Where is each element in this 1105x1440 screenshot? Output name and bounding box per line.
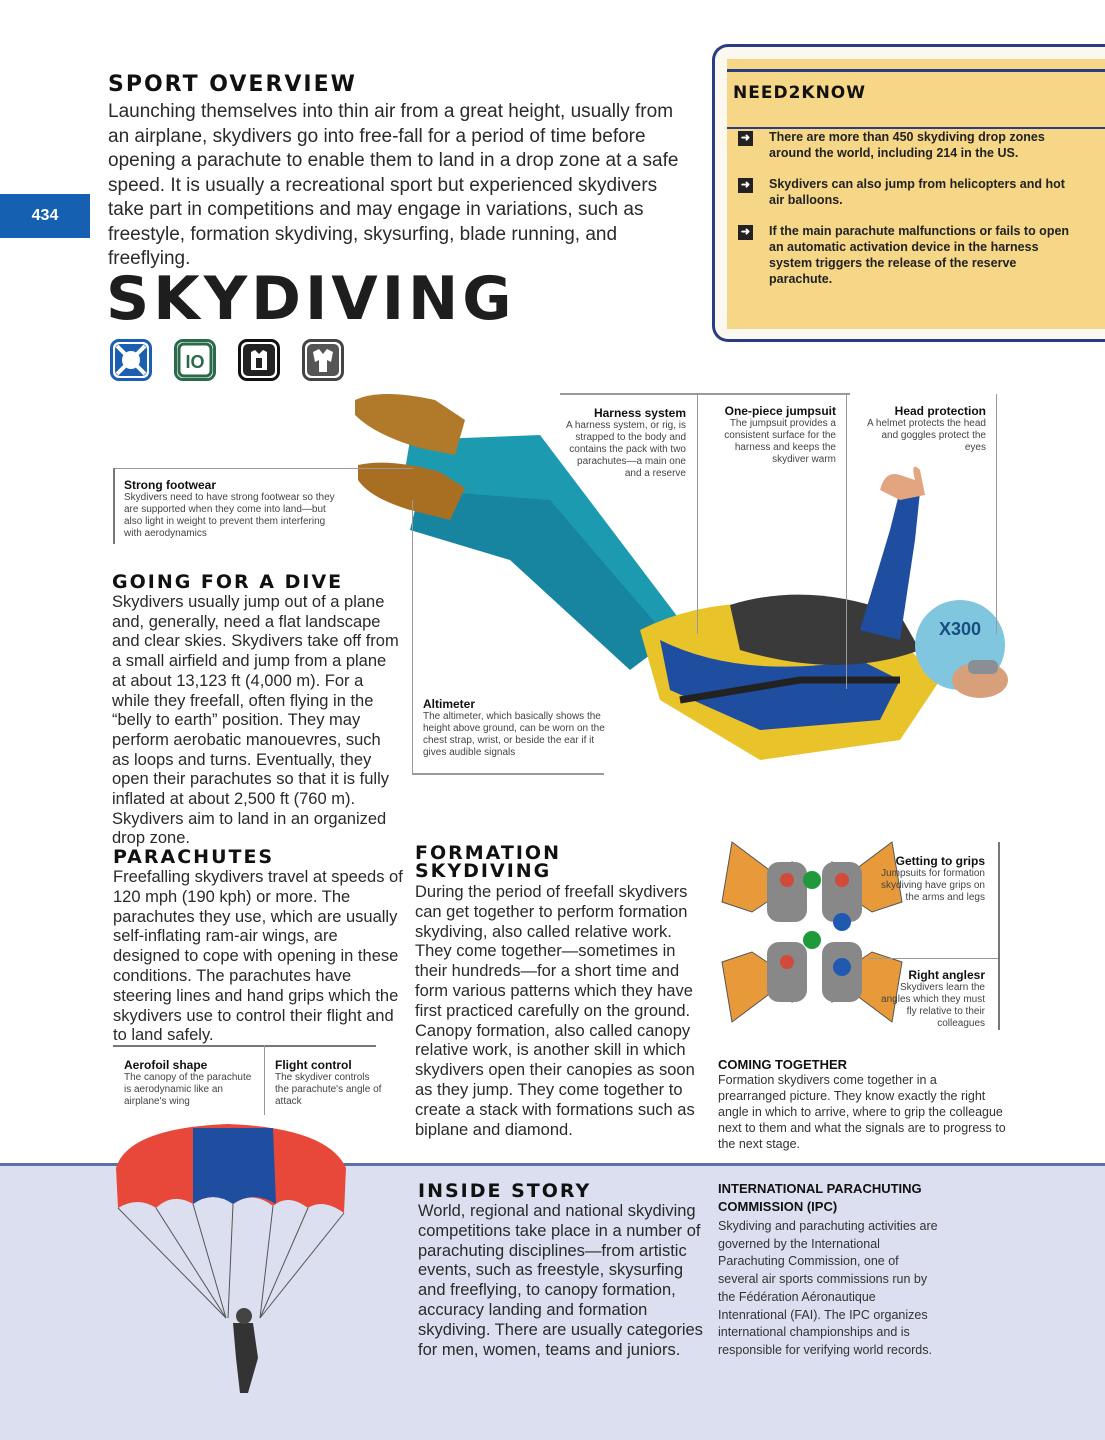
angles-callout-line [868,958,998,959]
head-callout-text: A helmet protects the head and goggles protect the eyes [867,418,986,453]
arrow-right-icon: ➜ [738,131,753,146]
need2know-item: ➜ If the main parachute malfunctions or fails to open an automatic activation device in the harness system triggers the release of the reserve parachute. [733,223,1083,287]
coming-together-text: Formation skydivers come together in a prearranged picture. They know exactly the right angle in which to arrive, where to grip the colleague next to them and what the signals are to progress to the next stage. [718,1073,1006,1151]
flight-callout [275,1058,385,1108]
suit-icon [238,339,280,381]
altimeter-callout-title: Altimeter [423,697,476,711]
jumpsuit-icon [302,339,344,381]
jumpsuit-callout [712,404,836,466]
angles-callout-text: Skydivers learn the angles which they must fly relative to their colleagues [881,982,985,1029]
aerofoil-callout-text: The canopy of the parachute is aerodynamic like an airplane's wing [124,1072,252,1107]
grips-callout [880,854,985,904]
coming-together [718,1057,1008,1152]
head-callout-line [996,394,997,634]
footwear-callout-text: Skydivers need to have strong footwear so they are supported when they come into land—but also light in weight to prevent them interfering with aerodynamics [124,492,335,539]
ipc-heading: INTERNATIONAL PARACHUTING COMMISSION (IPC) [718,1181,922,1214]
page-title: SKYDIVING [106,264,516,334]
harness-callout-line [697,394,698,634]
footwear-callout-line [113,468,413,469]
formation-text: During the period of freefall skydivers can get together to perform formation skydiving, also called relative work. They come together—sometimes in their hundreds—for a short time and form various patterns which they have first practiced carefully on the ground. Canopy formation, also called canopy relative work, is another skill in which skydivers open their canopies as soon as they jump. They come together to create a stack with formations such as biplane and diamond. [415,883,695,1139]
ipc-box [718,1180,938,1360]
flight-callout-title: Flight control [275,1058,352,1072]
indoor-icon [174,339,216,381]
parachute-callout-rule [113,1045,376,1047]
formation-heading [415,844,561,880]
footwear-callout-bar [113,468,115,544]
need2know-item: ➜ Skydivers can also jump from helicopters and hot air balloons. [733,176,1083,208]
head-callout-title: Head protection [894,404,986,418]
grips-callout-title: Getting to grips [895,854,985,868]
parachute-callout-divider [264,1045,265,1115]
grips-callout-bar [998,842,1000,1030]
need2know-list [733,129,1083,302]
need2know-box [712,44,1105,342]
parachute-illustration [108,1118,358,1398]
sport-overview-heading: SPORT OVERVIEW [108,72,357,97]
aerofoil-callout [124,1058,254,1108]
skydiving-discipline-icon [110,339,152,381]
going-for-dive-heading: GOING FOR A DIVE [112,571,344,593]
inside-story-text: World, regional and national skydiving competitions take place in a number of parachuting disciplines—from artistic events, such as freestyle, skysurfing and freeflying, to canopy formation, accuracy landing and formation skydiving. There are usually categories for men, women, teams and juniors. [418,1202,703,1359]
formation-heading-line-1: FORMATION [415,842,561,864]
parachutes-heading: PARACHUTES [113,846,275,868]
angles-callout [880,968,985,1030]
altimeter-callout-text: The altimeter, which basically shows the height above ground, can be worn on the chest strap, wrist, or beside the ear if it gives audible signals [423,711,605,758]
jumpsuit-callout-text: The jumpsuit provides a consistent surface for the harness and keeps the skydiver warm [724,418,836,465]
svg-text:IO: IO [185,352,205,372]
flight-callout-text: The skydiver controls the parachute's angle of attack [275,1072,382,1107]
coming-together-heading: COMING TOGETHER [718,1057,848,1072]
footwear-callout [124,478,339,540]
harness-callout-text: A harness system, or rig, is strapped to the body and contains the pack with two parachutes—a main one and a reserve [565,420,686,479]
sport-overview-text: Launching themselves into thin air from a great height, usually from an airplane, skydivers go into free-fall for a period of time before opening a parachute to enable them to land in a drop zone at a safe speed. It is usually a recreational sport but experienced skydivers take part in competitions and may engage in variations, such as freestyle, formation skydiving, skysurfing, blade running, and freeflying. [108,101,679,269]
altimeter-callout-rule [412,773,604,775]
arrow-right-icon: ➜ [738,225,753,240]
icon-row [110,339,344,381]
altimeter-callout [423,697,605,759]
formation-heading-line-2: SKYDIVING [415,860,552,882]
jumpsuit-callout-line [846,394,847,689]
aerofoil-callout-title: Aerofoil shape [124,1058,208,1072]
arrow-right-icon: ➜ [738,178,753,193]
page-number: 434 [0,194,90,238]
going-for-dive-text: Skydivers usually jump out of a plane and, generally, need a flat landscape and clear skies. Skydivers take off from a small airfield and jump from a plane at about 13,123 ft (4,000 m). For a while they freefall, often flying in the “belly to earth” position. They may perform aerobatic manouevres, such as loops and turns. Eventually, they open their parachutes so that it is fully inflated at about 2,500 ft (760 m). Skydivers aim to land in an organized drop zone. [112,593,399,848]
parachutes-text: Freefalling skydivers travel at speeds of 120 mph (190 kph) or more. The parachutes they use, which are usually self-inflating ram-air wings, are designed to cope with opening in these conditions. The parachutes have steering lines and hand grips which the skydivers use to control their flight and to land safely. [113,868,403,1045]
grips-callout-text: Jumpsuits for formation skydiving have grips on the arms and legs [881,868,985,903]
altimeter-callout-line [412,500,413,775]
head-callout [862,404,986,454]
footwear-callout-title: Strong footwear [124,478,216,492]
harness-callout [560,406,686,480]
callout-top-rule [560,393,850,395]
need2know-title: NEED2KNOW [733,83,866,103]
helmet-text: X300 [938,619,982,639]
harness-callout-title: Harness system [593,406,686,420]
need2know-item: ➜ There are more than 450 skydiving drop zones around the world, including 214 in the US. [733,129,1083,161]
angles-callout-title: Right anglesr [908,968,985,982]
need2know-rule-top [727,69,1105,72]
jumpsuit-callout-title: One-piece jumpsuit [724,404,836,418]
ipc-text: Skydiving and parachuting activities are governed by the International Parachuting Commission, one of several air sports commissions run by the Fédération Aéronautique Intenrational (FAI). The IPC organizes international championships and is responsible for verifying world records. [718,1219,938,1357]
inside-story-heading: INSIDE STORY [418,1180,592,1202]
